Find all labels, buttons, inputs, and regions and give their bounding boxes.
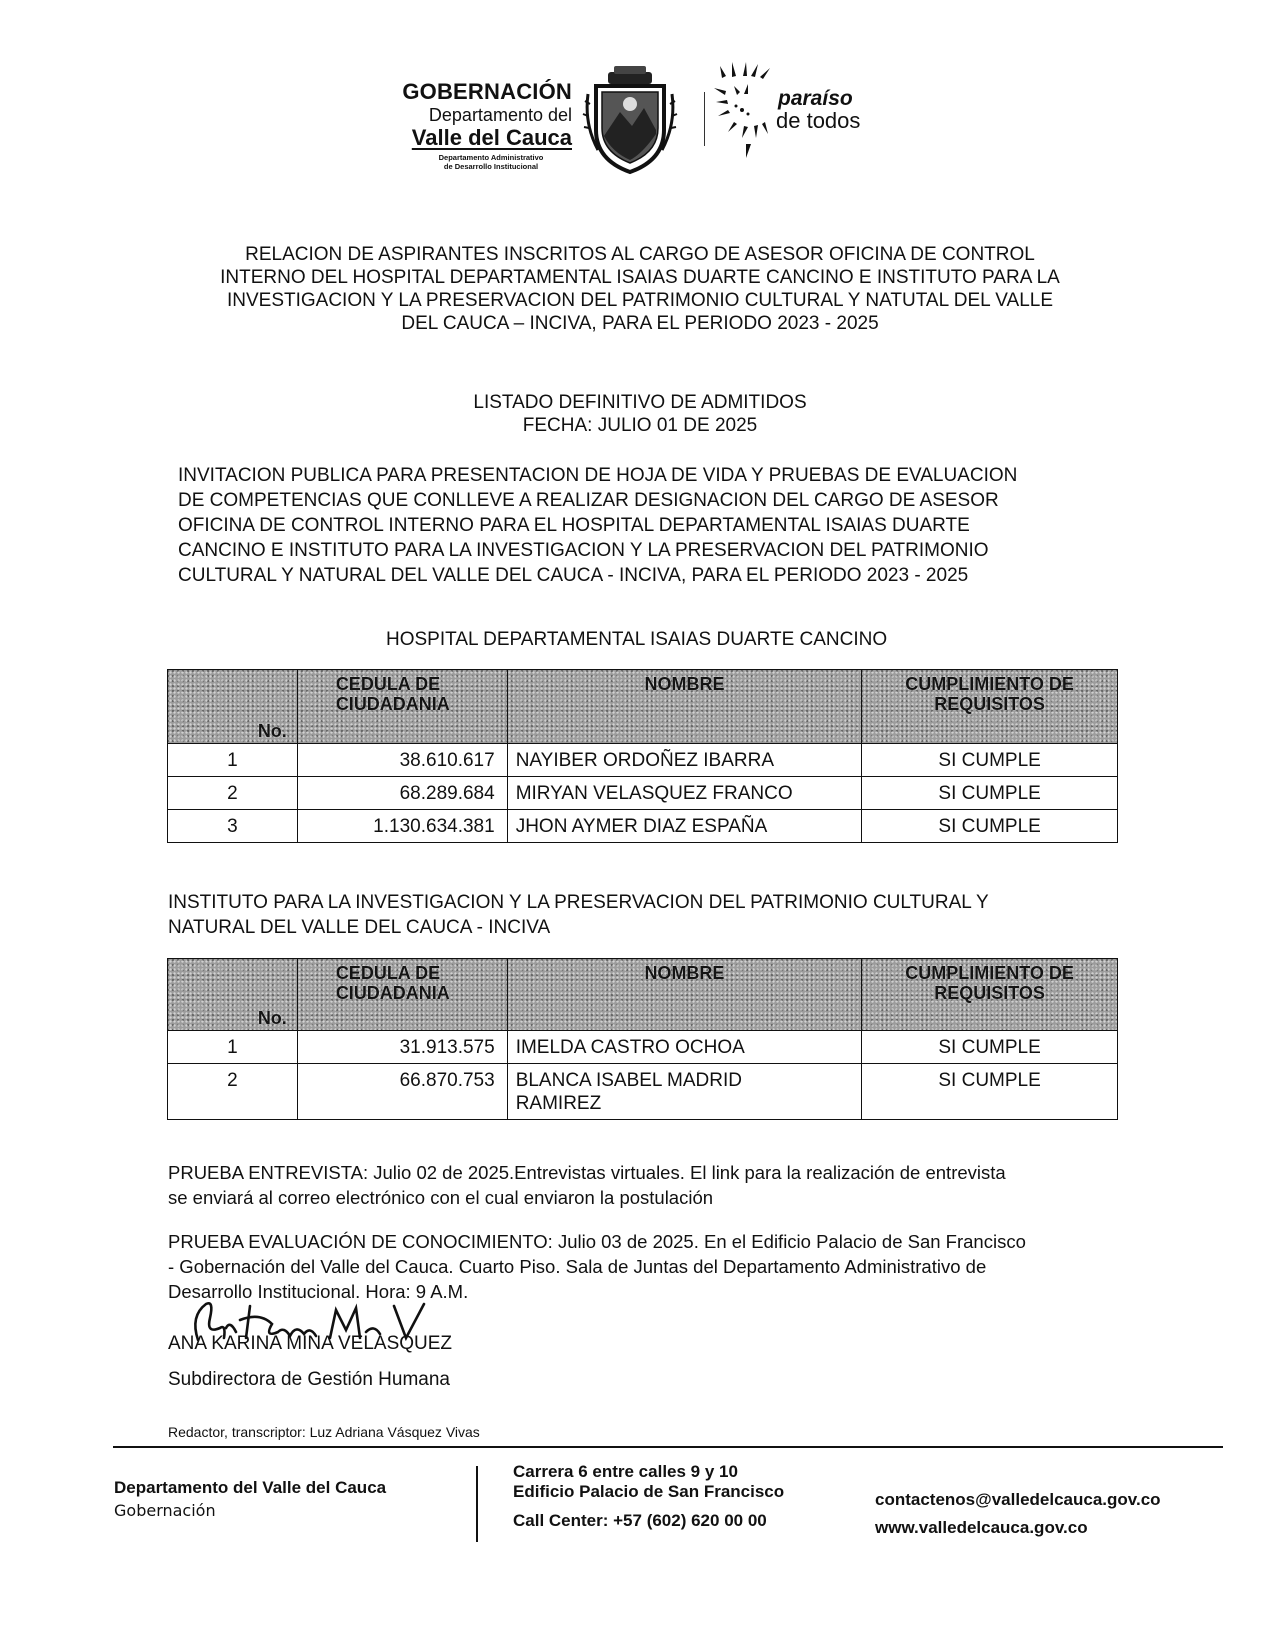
col-header-cedula xyxy=(297,670,507,744)
cell-nombre-line2: RAMIREZ xyxy=(515,1093,602,1114)
org-block xyxy=(400,80,572,171)
col-header-cedula-line1: CEDULA DE xyxy=(335,963,441,983)
col-header-nombre: NOMBRE xyxy=(507,959,862,1031)
footer-call-center: Call Center: +57 (602) 620 00 00 xyxy=(513,1511,767,1530)
footer-email[interactable]: contactenos@valledelcauca.gov.co xyxy=(875,1490,1161,1509)
heading-line2: INTERNO DEL HOSPITAL DEPARTAMENTAL ISAIAS DUARTE CANCINO E INSTITUTO PARA LA xyxy=(220,267,1060,288)
signer-name: ANA KARINA MINA VELASQUEZ xyxy=(168,1333,453,1354)
footer-vertical-divider xyxy=(476,1466,478,1542)
cell-cedula: 68.289.684 xyxy=(297,777,507,810)
org-subtitle: Departamento del xyxy=(428,105,572,125)
footer-address-line2: Edificio Palacio de San Francisco xyxy=(513,1482,785,1501)
document-heading xyxy=(140,243,1140,335)
col-header-cumplimiento-line1: CUMPLIMIENTO DE xyxy=(905,963,1074,983)
col-header-cumplimiento-line2: REQUISITOS xyxy=(934,694,1045,714)
cell-nombre xyxy=(507,1064,862,1120)
col-header-cumplimiento xyxy=(862,670,1118,744)
col-header-cumplimiento-line1: CUMPLIMIENTO DE xyxy=(905,674,1074,694)
heading-line3: INVESTIGACION Y LA PRESERVACION DEL PATRIMONIO CULTURAL Y NATUTAL DEL VALLE xyxy=(226,290,1054,311)
org-name: Valle del Cauca xyxy=(411,125,572,150)
hospital-table xyxy=(167,669,1118,843)
invitation-line4: CANCINO E INSTITUTO PARA LA INVESTIGACION Y LA PRESERVACION DEL PATRIMONIO xyxy=(178,540,989,561)
heading-line4: DEL CAUCA – INCIVA, PARA EL PERIODO 2023 - 2025 xyxy=(401,313,879,334)
coat-of-arms-icon xyxy=(582,64,678,176)
footer-org xyxy=(114,1476,386,1522)
col-header-cedula-line2: CIUDADANIA xyxy=(335,694,450,714)
cell-estado: SI CUMPLE xyxy=(862,1031,1118,1064)
invitation-line2: DE COMPETENCIAS QUE CONLLEVE A REALIZAR DESIGNACION DEL CARGO DE ASESOR xyxy=(178,490,999,511)
col-header-cedula-line2: CIUDADANIA xyxy=(335,983,450,1003)
cell-no: 1 xyxy=(168,744,298,777)
inciva-section-title xyxy=(168,890,989,940)
letterhead-divider xyxy=(704,92,705,146)
cell-estado: SI CUMPLE xyxy=(862,744,1118,777)
table-header-row xyxy=(168,959,1118,1031)
cell-nombre: MIRYAN VELASQUEZ FRANCO xyxy=(507,777,862,810)
redactor-note: Redactor, transcriptor: Luz Adriana Vásquez Vivas xyxy=(168,1424,480,1440)
cell-nombre xyxy=(507,1031,862,1064)
knowledge-line2: - Gobernación del Valle del Cauca. Cuarto Piso. Sala de Juntas del Departamento Administrativo de xyxy=(168,1256,987,1277)
cell-estado: SI CUMPLE xyxy=(862,810,1118,843)
table-header-row xyxy=(168,670,1118,744)
listing-date: FECHA: JULIO 01 DE 2025 xyxy=(522,415,758,436)
cell-estado: SI CUMPLE xyxy=(862,777,1118,810)
interview-test-paragraph xyxy=(168,1160,1006,1210)
table-row xyxy=(168,777,1118,810)
footer-dept: Departamento del Valle del Cauca xyxy=(114,1478,387,1497)
footer-divider xyxy=(113,1446,1223,1448)
cell-estado: SI CUMPLE xyxy=(862,1064,1118,1120)
signer-role: Subdirectora de Gestión Humana xyxy=(168,1369,450,1390)
table-row xyxy=(168,1064,1118,1120)
cell-nombre-line1: BLANCA ISABEL MADRID xyxy=(515,1070,742,1091)
footer-contact xyxy=(875,1486,1161,1542)
cell-nombre: JHON AYMER DIAZ ESPAÑA xyxy=(507,810,862,843)
heading-line1: RELACION DE ASPIRANTES INSCRITOS AL CARGO DE ASESOR OFICINA DE CONTROL xyxy=(245,244,1035,265)
knowledge-line1: PRUEBA EVALUACIÓN DE CONOCIMIENTO: Julio 03 de 2025. En el Edificio Palacio de San Francisco xyxy=(168,1231,1026,1252)
cell-no: 2 xyxy=(168,1064,298,1120)
col-header-cumplimiento-line2: REQUISITOS xyxy=(934,983,1045,1003)
cell-nombre-line1: IMELDA CASTRO OCHOA xyxy=(515,1037,745,1058)
inciva-title-line2: NATURAL DEL VALLE DEL CAUCA - INCIVA xyxy=(168,917,551,938)
cell-cedula: 38.610.617 xyxy=(297,744,507,777)
org-dependency xyxy=(400,153,572,171)
invitation-line1: INVITACION PUBLICA PARA PRESENTACION DE HOJA DE VIDA Y PRUEBAS DE EVALUACION xyxy=(178,465,1018,486)
knowledge-test-paragraph xyxy=(168,1229,1026,1304)
invitation-line5: CULTURAL Y NATURAL DEL VALLE DEL CAUCA - INCIVA, PARA EL PERIODO 2023 - 2025 xyxy=(178,565,969,586)
cell-cedula: 31.913.575 xyxy=(297,1031,507,1064)
interview-line1: PRUEBA ENTREVISTA: Julio 02 de 2025.Entrevistas virtuales. El link para la realización de entrevista xyxy=(168,1162,1006,1183)
interview-line2: se enviará al correo electrónico con el cual enviaron la postulación xyxy=(168,1187,714,1208)
col-header-no: No. xyxy=(168,670,298,744)
invitation-paragraph xyxy=(178,463,1118,588)
cell-cedula: 66.870.753 xyxy=(297,1064,507,1120)
footer-address-line1: Carrera 6 entre calles 9 y 10 xyxy=(513,1462,738,1481)
cell-no: 2 xyxy=(168,777,298,810)
col-header-cedula xyxy=(297,959,507,1031)
footer-address xyxy=(513,1462,784,1531)
org-dependency-line2: de Desarrollo Institucional xyxy=(443,162,539,171)
col-header-no: No. xyxy=(168,959,298,1031)
invitation-line3: OFICINA DE CONTROL INTERNO PARA EL HOSPITAL DEPARTAMENTAL ISAIAS DUARTE xyxy=(178,515,970,536)
inciva-table xyxy=(167,958,1118,1120)
cell-no: 1 xyxy=(168,1031,298,1064)
org-title: GOBERNACIÓN xyxy=(402,79,572,104)
col-header-nombre: NOMBRE xyxy=(507,670,862,744)
knowledge-line3: Desarrollo Institucional. Hora: 9 A.M. xyxy=(168,1281,469,1302)
org-dependency-line1: Departamento Administrativo xyxy=(438,153,544,162)
listing-heading xyxy=(140,391,1140,437)
table-row xyxy=(168,1031,1118,1064)
col-header-cedula-line1: CEDULA DE xyxy=(335,674,441,694)
listing-title: LISTADO DEFINITIVO DE ADMITIDOS xyxy=(473,392,807,413)
cell-cedula: 1.130.634.381 xyxy=(297,810,507,843)
cell-nombre: NAYIBER ORDOÑEZ IBARRA xyxy=(507,744,862,777)
footer-website[interactable]: www.valledelcauca.gov.co xyxy=(875,1518,1088,1537)
hospital-section-title: HOSPITAL DEPARTAMENTAL ISAIAS DUARTE CANCINO xyxy=(386,629,888,650)
col-header-cumplimiento xyxy=(862,959,1118,1031)
inciva-title-line1: INSTITUTO PARA LA INVESTIGACION Y LA PRESERVACION DEL PATRIMONIO CULTURAL Y xyxy=(168,892,989,913)
footer-gob: Gobernación xyxy=(114,1501,216,1520)
slogan-line1: paraíso xyxy=(778,87,853,110)
table-row xyxy=(168,810,1118,843)
table-row xyxy=(168,744,1118,777)
slogan-line2: de todos xyxy=(776,108,861,133)
cell-no: 3 xyxy=(168,810,298,843)
